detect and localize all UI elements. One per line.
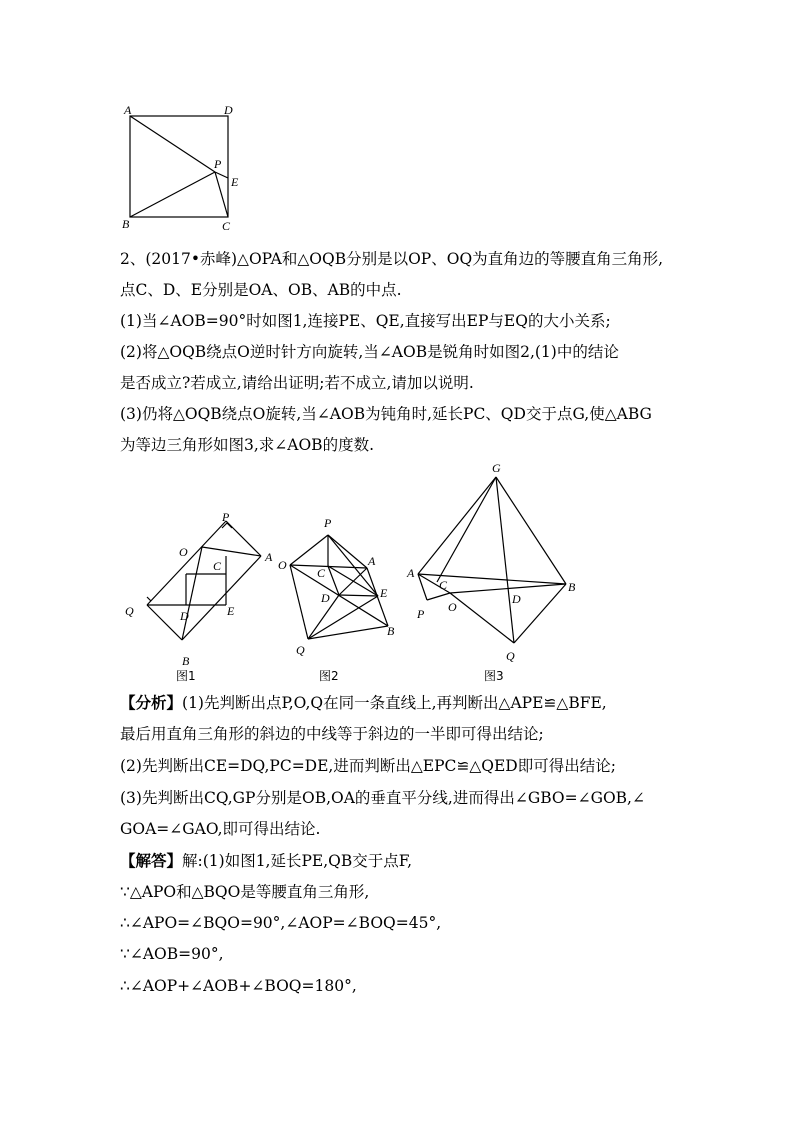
- fig3-label-o: O: [448, 600, 457, 614]
- fig1-label-e: E: [227, 604, 235, 618]
- fig3-label-a: A: [407, 566, 415, 580]
- fig2-label-b: B: [387, 624, 395, 638]
- solution-line-4: ∵∠AOB=90°,: [120, 945, 224, 963]
- label-b: B: [122, 217, 130, 231]
- fig3-label-p: P: [417, 607, 425, 621]
- fig3-label-g: G: [492, 461, 501, 475]
- problem-line-3: (1)当∠AOB=90°时如图1,连接PE、QE,直接写出EP与EQ的大小关系;: [120, 312, 611, 330]
- label-e: E: [231, 175, 239, 189]
- solution-line-2: ∵△APO和△BQO是等腰直角三角形,: [120, 883, 370, 901]
- solution-tag: 【解答】: [120, 851, 183, 870]
- fig3-label-b: B: [568, 580, 576, 594]
- solution-line-1-text: 解:(1)如图1,延长PE,QB交于点F,: [182, 852, 413, 870]
- figure-3-lines: [418, 477, 566, 643]
- problem-line-7: 为等边三角形如图3,求∠AOB的度数.: [120, 436, 374, 454]
- problem-line-4: (2)将△OQB绕点O逆时针方向旋转,当∠AOB是锐角时如图2,(1)中的结论: [120, 343, 619, 361]
- fig1-label-c: C: [213, 559, 222, 573]
- solution-line-3: ∴∠APO=∠BQO=90°,∠AOP=∠BOQ=45°,: [120, 914, 442, 932]
- problem-line-6: (3)仍将△OQB绕点O旋转,当∠AOB为钝角时,延长PC、QD交于点G,使△ABG: [120, 405, 652, 423]
- analysis-line-5: GOA=∠GAO,即可得出结论.: [120, 820, 321, 838]
- figures-1-2-3: [110, 455, 610, 690]
- fig2-label-q: Q: [296, 643, 305, 657]
- problem-line-2: 点C、D、E分别是OA、OB、AB的中点.: [120, 281, 402, 299]
- fig3-caption: 图3: [484, 669, 504, 683]
- problem-line-5: 是否成立?若成立,请给出证明;若不成立,请加以说明.: [120, 374, 474, 392]
- label-d: D: [224, 103, 233, 117]
- analysis-line-4: (3)先判断出CQ,GP分别是OB,OA的垂直平分线,进而得出∠GBO=∠GOB,∠: [120, 789, 645, 807]
- label-c: C: [222, 219, 231, 233]
- figure-1-lines: [147, 521, 261, 640]
- fig2-label-e: E: [380, 586, 388, 600]
- fig3-label-c: C: [439, 578, 448, 592]
- fig1-label-o: O: [179, 545, 188, 559]
- fig1-label-q: Q: [125, 604, 134, 618]
- solution-line-5: ∴∠AOP+∠AOB+∠BOQ=180°,: [120, 977, 357, 995]
- label-a: A: [124, 103, 132, 117]
- analysis-line-3: (2)先判断出CE=DQ,PC=DE,进而判断出△EPC≌△QED即可得出结论;: [120, 757, 616, 775]
- fig2-caption: 图2: [319, 669, 339, 683]
- fig2-label-c: C: [317, 566, 326, 580]
- fig1-label-b: B: [182, 654, 190, 668]
- fig1-caption: 图1: [176, 669, 196, 683]
- solution-line-1: [120, 850, 412, 872]
- fig2-label-a: A: [368, 554, 376, 568]
- segment-bp: [130, 172, 215, 217]
- label-p: P: [214, 157, 222, 171]
- segment-pc: [215, 172, 228, 217]
- analysis-line-1-text: (1)先判断出点P,O,Q在同一条直线上,再判断出△APE≌△BFE,: [182, 694, 607, 712]
- problem-line-1: 2、(2017•赤峰)△OPA和△OQB分别是以OP、OQ为直角边的等腰直角三角形,: [120, 250, 664, 268]
- fig2-label-p: P: [324, 516, 332, 530]
- fig1-label-p: P: [222, 510, 230, 524]
- fig3-label-d: D: [512, 592, 521, 606]
- fig2-label-o: O: [278, 558, 287, 572]
- fig1-label-a: A: [265, 550, 273, 564]
- top-square-figure: [118, 100, 248, 235]
- analysis-line-2: 最后用直角三角形的斜边的中线等于斜边的一半即可得出结论;: [120, 725, 544, 743]
- fig3-label-q: Q: [506, 649, 515, 663]
- figure-2-lines: [290, 535, 388, 639]
- segment-ap: [130, 116, 215, 172]
- fig1-label-d: D: [180, 609, 189, 623]
- analysis-line-1: [120, 692, 607, 714]
- analysis-tag: 【分析】: [120, 693, 183, 712]
- fig2-label-d: D: [321, 591, 330, 605]
